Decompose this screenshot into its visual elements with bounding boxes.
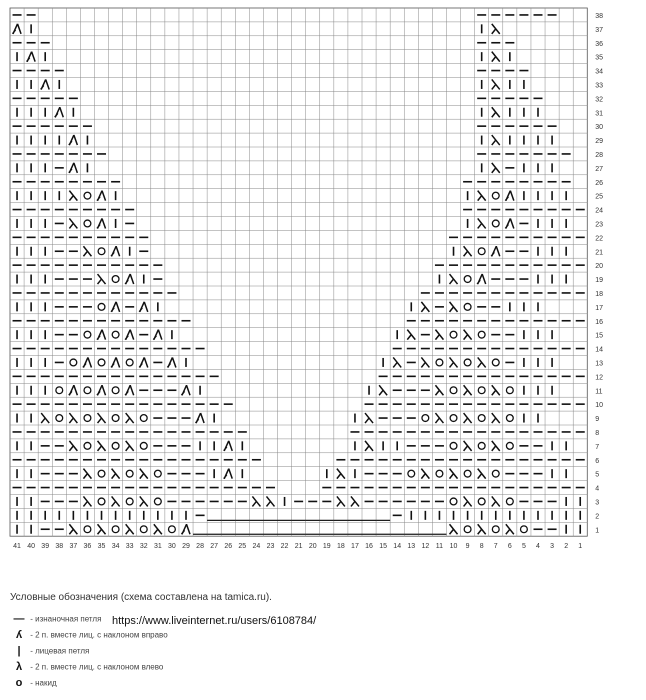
row-number-label: 15 — [595, 332, 604, 340]
row-number-label: 14 — [595, 346, 604, 354]
legend-item-text: - 2 п. вместе лиц. с наклоном влево — [30, 662, 164, 672]
column-number-label: 9 — [465, 543, 470, 551]
column-number-label: 21 — [294, 543, 303, 551]
legend-item-text: - 2 п. вместе лиц. с наклоном вправо — [30, 630, 168, 640]
column-number-label: 19 — [322, 543, 331, 551]
row-number-label: 8 — [595, 429, 600, 437]
row-number-label: 6 — [595, 457, 600, 465]
legend-item-yarn-over — [10, 677, 57, 689]
column-number-label: 24 — [252, 543, 261, 551]
column-number-label: 18 — [336, 543, 345, 551]
knit-symbol-icon: | — [17, 645, 21, 657]
row-number-label: 21 — [595, 249, 604, 257]
row-number-label: 20 — [595, 263, 604, 271]
row-number-label: 32 — [595, 96, 604, 104]
row-number-label: 24 — [595, 207, 604, 215]
k2tog-right-symbol-icon: ʎ — [15, 629, 23, 641]
legend-title: Условные обозначения (схема составлена на tamica.ru). — [10, 592, 272, 603]
k2tog-left-symbol-icon: λ — [15, 661, 23, 673]
column-number-label: 8 — [479, 543, 484, 551]
row-number-label: 23 — [595, 221, 604, 229]
column-number-label: 2 — [564, 543, 569, 551]
column-number-label: 36 — [83, 543, 92, 551]
column-number-label: 34 — [111, 543, 120, 551]
legend-item-knit — [10, 645, 89, 657]
row-number-label: 12 — [595, 374, 604, 382]
column-number-label: 31 — [153, 543, 162, 551]
row-number-label: 2 — [595, 513, 600, 521]
column-number-label: 22 — [280, 543, 289, 551]
yarn-over-symbol-icon: o — [15, 677, 23, 689]
purl-symbol-icon: — — [13, 613, 25, 625]
column-number-label: 41 — [13, 543, 21, 551]
column-number-label: 4 — [536, 543, 540, 551]
row-number-label: 22 — [595, 235, 604, 243]
column-number-label: 14 — [393, 543, 402, 551]
row-number-label: 38 — [595, 12, 604, 20]
column-number-label: 33 — [125, 543, 134, 551]
row-number-label: 25 — [595, 193, 604, 201]
row-number-label: 16 — [595, 318, 604, 326]
row-number-label: 19 — [595, 277, 604, 285]
legend-item-text: - лицевая петля — [30, 646, 90, 656]
column-number-label: 13 — [407, 543, 416, 551]
column-number-label: 25 — [238, 543, 247, 551]
column-number-label: 28 — [196, 543, 204, 551]
row-number-label: 10 — [595, 402, 604, 410]
row-number-label: 31 — [595, 110, 604, 118]
column-number-label: 37 — [69, 543, 78, 551]
column-number-label: 16 — [365, 543, 373, 551]
column-number-label: 11 — [435, 543, 444, 551]
row-number-label: 3 — [595, 499, 600, 507]
row-number-label: 27 — [595, 165, 604, 173]
row-number-label: 36 — [595, 40, 604, 48]
column-number-label: 30 — [168, 543, 176, 551]
column-number-label: 17 — [351, 543, 359, 551]
row-number-label: 35 — [595, 54, 604, 62]
column-number-label: 38 — [55, 543, 64, 551]
column-number-label: 12 — [421, 543, 430, 551]
row-number-label: 37 — [595, 26, 604, 34]
column-number-label: 27 — [210, 543, 219, 551]
column-number-label: 23 — [266, 543, 275, 551]
column-number-label: 5 — [521, 543, 526, 551]
row-number-label: 4 — [595, 485, 600, 493]
row-number-label: 5 — [595, 471, 600, 479]
legend-item-k2tog-right — [10, 629, 168, 641]
column-number-label: 20 — [308, 543, 317, 551]
column-number-label: 1 — [578, 543, 583, 551]
column-number-label: 7 — [493, 543, 498, 551]
row-number-label: 30 — [595, 124, 604, 132]
column-number-label: 6 — [507, 543, 512, 551]
column-number-label: 40 — [27, 543, 36, 551]
column-number-label: 39 — [41, 543, 50, 551]
row-number-label: 1 — [595, 527, 600, 535]
column-number-label: 32 — [139, 543, 148, 551]
row-number-label: 18 — [595, 290, 604, 298]
column-number-label: 3 — [550, 543, 555, 551]
row-number-label: 29 — [595, 138, 604, 146]
column-number-label: 15 — [379, 543, 388, 551]
column-number-label: 29 — [182, 543, 190, 551]
row-number-label: 9 — [595, 416, 600, 424]
row-number-label: 33 — [595, 82, 604, 90]
row-number-label: 26 — [595, 179, 604, 187]
legend-item-k2tog-left — [10, 661, 163, 673]
legend-item-text: - накид — [30, 678, 57, 688]
legend-item-purl — [10, 613, 101, 625]
row-number-label: 7 — [595, 443, 600, 451]
column-number-label: 10 — [449, 543, 458, 551]
column-number-label: 35 — [97, 543, 106, 551]
row-number-label: 34 — [595, 68, 604, 76]
row-number-label: 13 — [595, 360, 604, 368]
row-number-label: 17 — [595, 304, 604, 312]
legend-item-text: - изнаночная петля — [30, 614, 102, 624]
source-url[interactable]: https://www.liveinternet.ru/users/6108784/ — [112, 615, 317, 627]
column-number-label: 26 — [224, 543, 233, 551]
row-number-label: 11 — [595, 388, 603, 396]
row-number-label: 28 — [595, 151, 604, 159]
